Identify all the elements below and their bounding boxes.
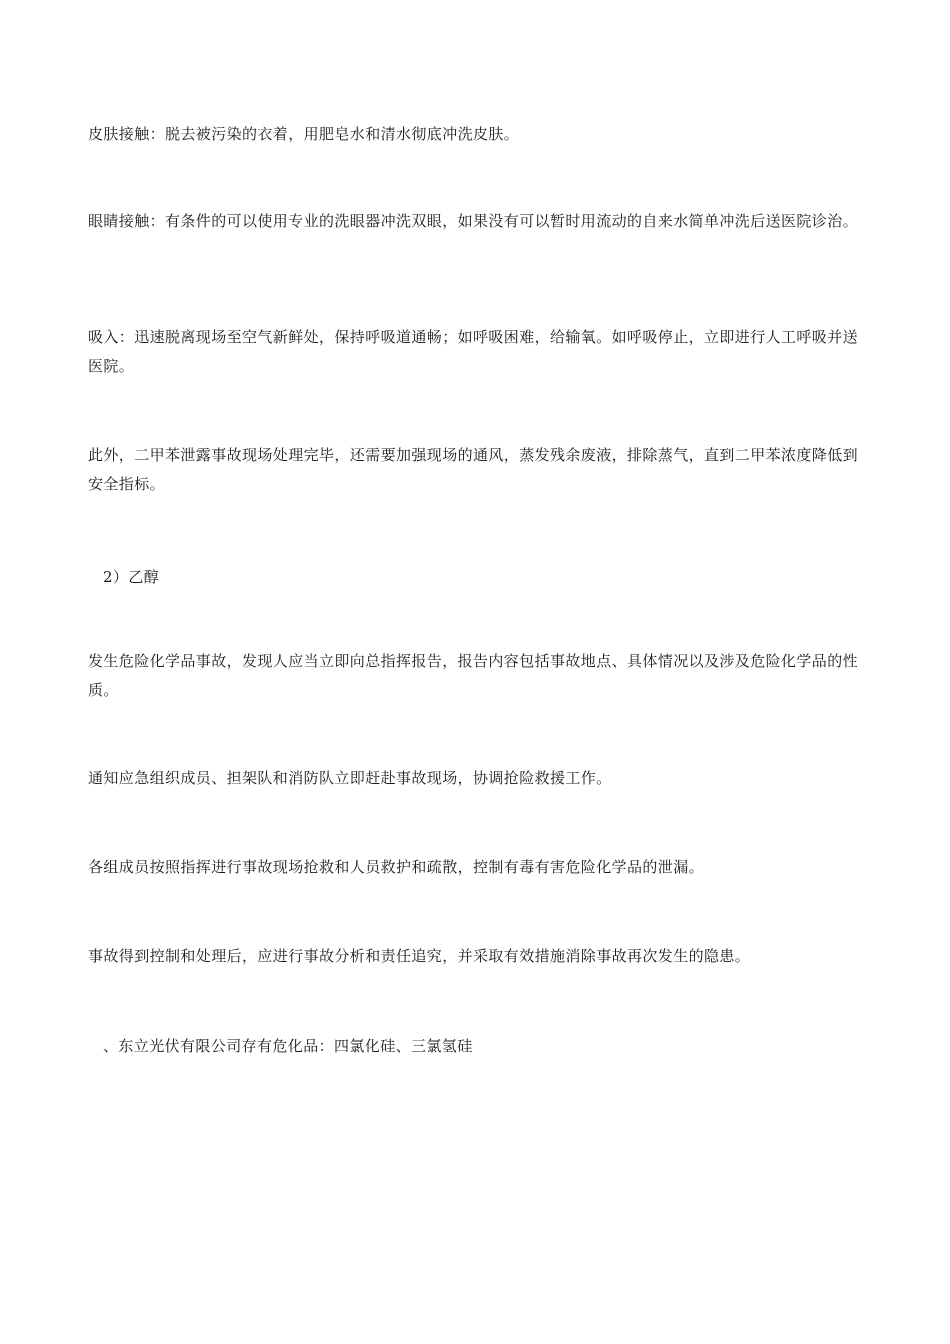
section-heading-company-chemicals: 、东立光伏有限公司存有危化品：四氯化硅、三氯氢硅 xyxy=(103,1037,473,1055)
paragraph-inhalation: 吸入：迅速脱离现场至空气新鲜处，保持呼吸道通畅；如呼吸困难，给输氧。如呼吸停止，立即进行人工呼吸并送医院。 xyxy=(88,328,859,375)
paragraph-analysis: 事故得到控制和处理后，应进行事故分析和责任追究，并采取有效措施消除事故再次发生的隐患。 xyxy=(88,947,751,965)
paragraph-notify-team: 通知应急组织成员、担架队和消防队立即赶赴事故现场，协调抢险救援工作。 xyxy=(88,769,612,787)
section-heading-ethanol: 2）乙醇 xyxy=(103,568,160,586)
paragraph-eye-contact: 眼睛接触：有条件的可以使用专业的洗眼器冲洗双眼，如果没有可以暂时用流动的自来水简单冲洗后送医院诊治。 xyxy=(88,212,859,230)
paragraph-skin-contact: 皮肤接触：脱去被污染的衣着，用肥皂水和清水彻底冲洗皮肤。 xyxy=(88,125,520,143)
paragraph-rescue-evacuation: 各组成员按照指挥进行事故现场抢救和人员救护和疏散，控制有毒有害危险化学品的泄漏。 xyxy=(88,858,705,876)
paragraph-xylene-aftercare: 此外，二甲苯泄露事故现场处理完毕，还需要加强现场的通风，蒸发残余废液，排除蒸气，直到二甲苯浓度降低到安全指标。 xyxy=(88,446,859,493)
paragraph-report-accident: 发生危险化学品事故，发现人应当立即向总指挥报告，报告内容包括事故地点、具体情况以及涉及危险化学品的性质。 xyxy=(88,652,859,699)
